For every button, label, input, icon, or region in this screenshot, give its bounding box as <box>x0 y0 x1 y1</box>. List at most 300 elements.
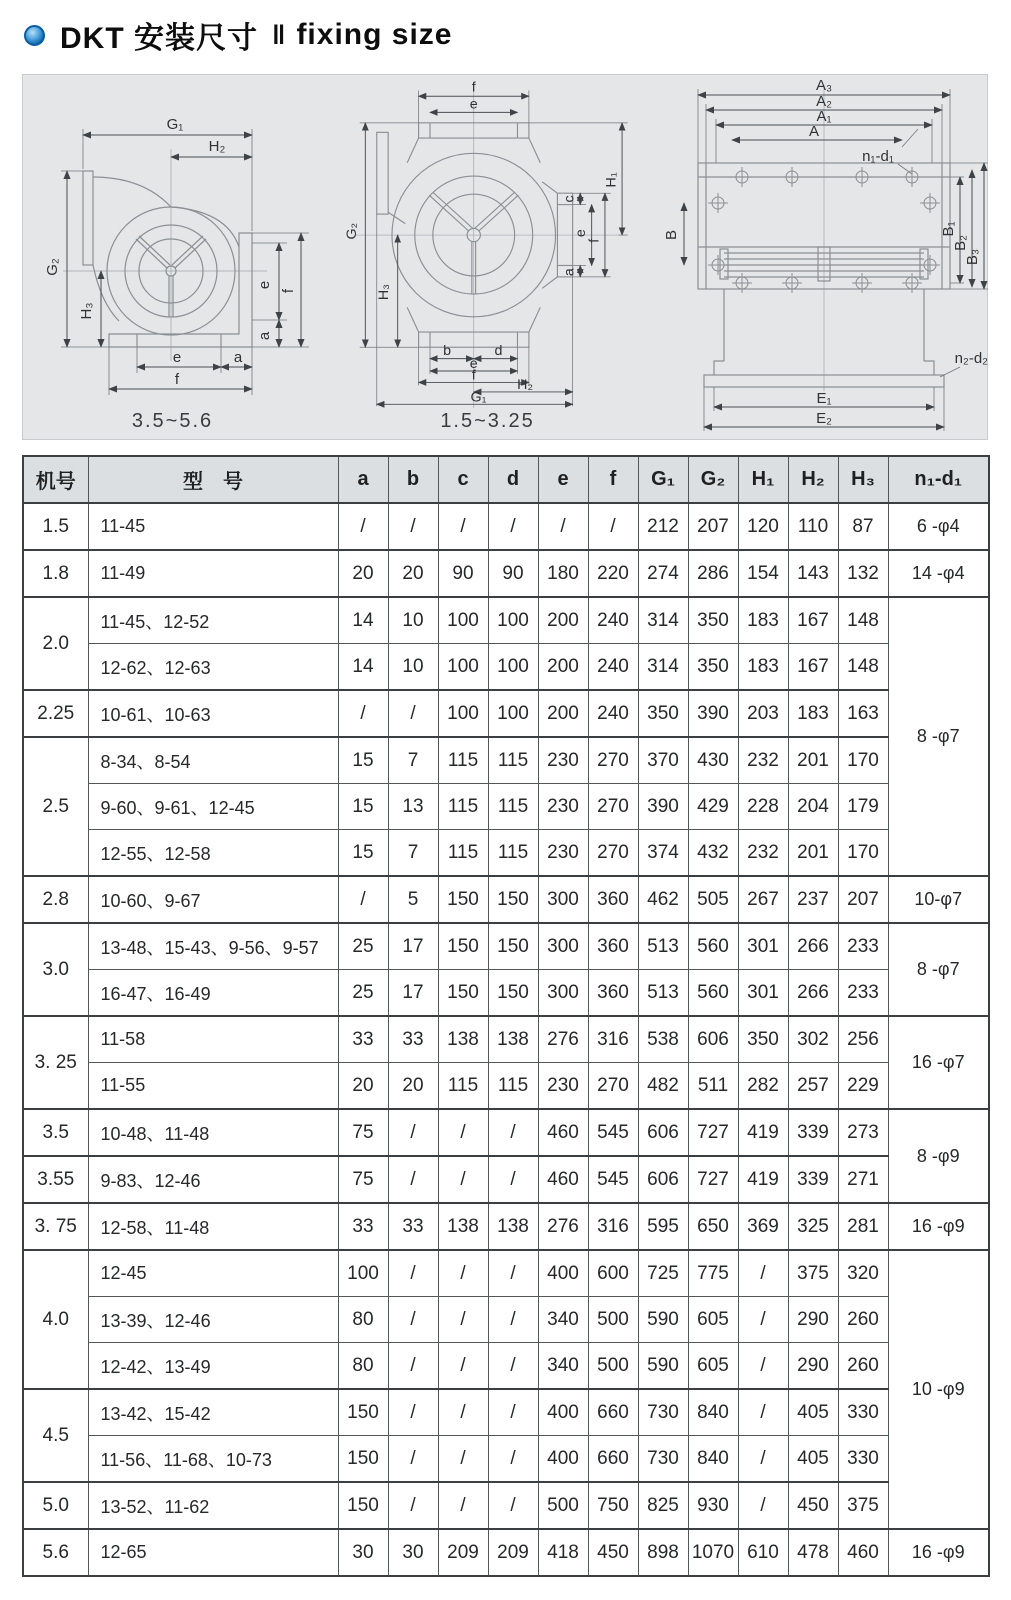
value-cell: 207 <box>688 503 738 550</box>
value-cell: 167 <box>788 597 838 644</box>
value-cell: 390 <box>638 784 688 830</box>
machine-size-cell: 3. 75 <box>23 1203 88 1250</box>
value-cell: 100 <box>488 597 538 644</box>
machine-size-cell: 1.5 <box>23 503 88 550</box>
value-cell: 775 <box>688 1250 738 1297</box>
value-cell: 590 <box>638 1343 688 1390</box>
machine-size-cell: 3.55 <box>23 1156 88 1203</box>
dim-label-a-right: a <box>255 331 273 341</box>
value-cell: 605 <box>688 1297 738 1343</box>
value-cell: 115 <box>488 830 538 877</box>
value-cell: / <box>388 1297 438 1343</box>
machine-size-cell: 2.5 <box>23 737 88 876</box>
dim-label-h3-mid: H₃ <box>375 284 392 301</box>
value-cell: 150 <box>438 876 488 923</box>
diagram-panel <box>22 74 988 440</box>
dim-label-b1: B₁ <box>940 221 957 237</box>
value-cell: 300 <box>538 923 588 970</box>
dim-label-a: A <box>808 123 820 140</box>
value-cell: 150 <box>488 876 538 923</box>
value-cell: 270 <box>588 784 638 830</box>
value-cell: 203 <box>738 690 788 737</box>
model-cell: 12-62、12-63 <box>88 644 338 691</box>
value-cell: 138 <box>438 1016 488 1063</box>
table-row <box>23 1156 989 1203</box>
value-cell: 115 <box>488 737 538 784</box>
value-cell: 750 <box>588 1482 638 1529</box>
value-cell: 10 <box>388 597 438 644</box>
value-cell: 115 <box>438 1063 488 1110</box>
model-cell: 11-56、11-68、10-73 <box>88 1436 338 1483</box>
hole-spec-cell: 14 -φ4 <box>888 550 989 597</box>
value-cell: 301 <box>738 970 788 1017</box>
value-cell: 240 <box>588 644 638 691</box>
value-cell: 450 <box>588 1529 638 1576</box>
value-cell: 256 <box>838 1016 888 1063</box>
value-cell: 400 <box>538 1436 588 1483</box>
value-cell: 405 <box>788 1436 838 1483</box>
value-cell: 230 <box>538 737 588 784</box>
value-cell: 286 <box>688 550 738 597</box>
value-cell: 330 <box>838 1389 888 1436</box>
value-cell: 730 <box>638 1389 688 1436</box>
value-cell: 727 <box>688 1156 738 1203</box>
value-cell: 170 <box>838 737 888 784</box>
header-row <box>23 456 989 503</box>
model-cell: 10-61、10-63 <box>88 690 338 737</box>
dimension-table-body <box>23 503 989 1576</box>
machine-size-cell: 3.5 <box>23 1109 88 1156</box>
value-cell: / <box>388 503 438 550</box>
value-cell: / <box>388 1436 438 1483</box>
header-cell-b: b <box>388 456 438 503</box>
machine-size-cell: 4.0 <box>23 1250 88 1389</box>
value-cell: 75 <box>338 1156 388 1203</box>
model-cell: 13-52、11-62 <box>88 1482 338 1529</box>
value-cell: / <box>488 1343 538 1390</box>
table-row <box>23 690 989 737</box>
value-cell: 230 <box>538 1063 588 1110</box>
value-cell: 138 <box>438 1203 488 1250</box>
value-cell: 290 <box>788 1343 838 1390</box>
value-cell: / <box>388 1343 438 1390</box>
table-row <box>23 970 989 1017</box>
value-cell: 33 <box>388 1016 438 1063</box>
value-cell: 482 <box>638 1063 688 1110</box>
value-cell: 260 <box>838 1297 888 1343</box>
model-cell: 16-47、16-49 <box>88 970 338 1017</box>
hole-spec-cell: 8 -φ7 <box>888 923 989 1016</box>
value-cell: 115 <box>488 784 538 830</box>
value-cell: 132 <box>838 550 888 597</box>
value-cell: 14 <box>338 597 388 644</box>
value-cell: 257 <box>788 1063 838 1110</box>
value-cell: / <box>738 1482 788 1529</box>
value-cell: / <box>388 1156 438 1203</box>
header-cell-h2: H₂ <box>788 456 838 503</box>
value-cell: 228 <box>738 784 788 830</box>
fan-rear-view-figure <box>322 75 653 439</box>
value-cell: 660 <box>588 1436 638 1483</box>
value-cell: 606 <box>638 1156 688 1203</box>
value-cell: 179 <box>838 784 888 830</box>
value-cell: / <box>338 690 388 737</box>
value-cell: 13 <box>388 784 438 830</box>
table-row <box>23 876 989 923</box>
value-cell: 418 <box>538 1529 588 1576</box>
machine-size-cell: 2.25 <box>23 690 88 737</box>
value-cell: 281 <box>838 1203 888 1250</box>
value-cell: / <box>488 1389 538 1436</box>
value-cell: 232 <box>738 737 788 784</box>
model-cell: 12-42、13-49 <box>88 1343 338 1390</box>
dim-label-f-right: f <box>279 288 297 294</box>
value-cell: 115 <box>438 784 488 830</box>
value-cell: 1070 <box>688 1529 738 1576</box>
dim-label-e-right: e <box>255 280 273 290</box>
table-row <box>23 597 989 644</box>
value-cell: 209 <box>488 1529 538 1576</box>
value-cell: / <box>488 1156 538 1203</box>
value-cell: / <box>338 503 388 550</box>
value-cell: 432 <box>688 830 738 877</box>
header-cell-c: c <box>438 456 488 503</box>
value-cell: 232 <box>738 830 788 877</box>
value-cell: 201 <box>788 737 838 784</box>
value-cell: 825 <box>638 1482 688 1529</box>
value-cell: 538 <box>638 1016 688 1063</box>
value-cell: / <box>388 1250 438 1297</box>
dim-label-f-bottom-mid: f <box>471 367 476 384</box>
value-cell: 233 <box>838 970 888 1017</box>
value-cell: 201 <box>788 830 838 877</box>
value-cell: 725 <box>638 1250 688 1297</box>
value-cell: 405 <box>788 1389 838 1436</box>
value-cell: 350 <box>688 597 738 644</box>
dim-label-e-bottom: e <box>172 349 181 366</box>
value-cell: 120 <box>738 503 788 550</box>
value-cell: / <box>738 1297 788 1343</box>
value-cell: 374 <box>638 830 688 877</box>
value-cell: 183 <box>738 597 788 644</box>
value-cell: 545 <box>588 1109 638 1156</box>
value-cell: / <box>738 1250 788 1297</box>
value-cell: 10 <box>388 644 438 691</box>
table-row <box>23 1389 989 1436</box>
value-cell: 270 <box>588 737 638 784</box>
value-cell: 220 <box>588 550 638 597</box>
value-cell: / <box>338 876 388 923</box>
value-cell: 100 <box>488 644 538 691</box>
value-cell: / <box>738 1389 788 1436</box>
value-cell: 150 <box>338 1436 388 1483</box>
value-cell: 610 <box>738 1529 788 1576</box>
value-cell: 266 <box>788 970 838 1017</box>
value-cell: 25 <box>338 923 388 970</box>
model-cell: 13-39、12-46 <box>88 1297 338 1343</box>
machine-size-cell: 3.0 <box>23 923 88 1016</box>
table-row <box>23 550 989 597</box>
value-cell: 606 <box>688 1016 738 1063</box>
value-cell: 339 <box>788 1156 838 1203</box>
value-cell: / <box>388 690 438 737</box>
value-cell: 330 <box>838 1436 888 1483</box>
dim-label-b3: B₃ <box>964 248 981 266</box>
dim-label-a-mid: a <box>561 268 578 277</box>
value-cell: / <box>438 1109 488 1156</box>
value-cell: 500 <box>538 1482 588 1529</box>
value-cell: / <box>538 503 588 550</box>
model-cell: 11-58 <box>88 1016 338 1063</box>
value-cell: 320 <box>838 1250 888 1297</box>
value-cell: 154 <box>738 550 788 597</box>
value-cell: 300 <box>538 876 588 923</box>
value-cell: 143 <box>788 550 838 597</box>
value-cell: 360 <box>588 923 638 970</box>
value-cell: 462 <box>638 876 688 923</box>
table-row <box>23 1297 989 1343</box>
value-cell: 17 <box>388 970 438 1017</box>
model-cell: 9-60、9-61、12-45 <box>88 784 338 830</box>
value-cell: 340 <box>538 1297 588 1343</box>
value-cell: 314 <box>638 644 688 691</box>
value-cell: 209 <box>438 1529 488 1576</box>
value-cell: 100 <box>438 597 488 644</box>
value-cell: 180 <box>538 550 588 597</box>
header-cell-e: e <box>538 456 588 503</box>
value-cell: 560 <box>688 970 738 1017</box>
machine-size-cell: 4.5 <box>23 1389 88 1482</box>
dim-label-g2: G₂ <box>43 258 61 276</box>
value-cell: 30 <box>388 1529 438 1576</box>
value-cell: / <box>388 1389 438 1436</box>
model-cell: 10-60、9-67 <box>88 876 338 923</box>
value-cell: 200 <box>538 644 588 691</box>
value-cell: / <box>388 1109 438 1156</box>
model-cell: 13-48、15-43、9-56、9-57 <box>88 923 338 970</box>
value-cell: 400 <box>538 1389 588 1436</box>
value-cell: 595 <box>638 1203 688 1250</box>
hole-spec-cell: 8 -φ9 <box>888 1109 989 1203</box>
header-cell-a: a <box>338 456 388 503</box>
dim-label-c: c <box>561 195 578 203</box>
dim-label-g2-mid: G₂ <box>343 222 360 240</box>
value-cell: 148 <box>838 644 888 691</box>
value-cell: 478 <box>788 1529 838 1576</box>
value-cell: / <box>438 1389 488 1436</box>
dim-label-a-bottom: a <box>233 349 242 366</box>
dim-label-b: b <box>442 342 451 359</box>
value-cell: 840 <box>688 1436 738 1483</box>
value-cell: 14 <box>338 644 388 691</box>
value-cell: 605 <box>688 1343 738 1390</box>
hole-spec-cell: 16 -φ9 <box>888 1203 989 1250</box>
value-cell: 302 <box>788 1016 838 1063</box>
model-cell: 11-45 <box>88 503 338 550</box>
dim-label-h1: H₁ <box>602 172 619 188</box>
value-cell: 339 <box>788 1109 838 1156</box>
model-cell: 11-45、12-52 <box>88 597 338 644</box>
value-cell: 270 <box>588 830 638 877</box>
value-cell: 360 <box>588 876 638 923</box>
value-cell: / <box>488 1482 538 1529</box>
value-cell: 100 <box>488 690 538 737</box>
value-cell: 150 <box>438 923 488 970</box>
value-cell: 100 <box>438 644 488 691</box>
table-row <box>23 923 989 970</box>
value-cell: 138 <box>488 1016 538 1063</box>
dim-label-e2: E₂ <box>816 410 832 427</box>
dim-label-a2: A₂ <box>816 93 832 110</box>
hole-spec-cell: 6 -φ4 <box>888 503 989 550</box>
value-cell: 200 <box>538 597 588 644</box>
dim-label-f-top: f <box>471 81 476 96</box>
model-cell: 13-42、15-42 <box>88 1389 338 1436</box>
value-cell: 500 <box>588 1343 638 1390</box>
header-cell-h1: H₁ <box>738 456 788 503</box>
value-cell: / <box>738 1343 788 1390</box>
value-cell: 545 <box>588 1156 638 1203</box>
value-cell: / <box>438 1343 488 1390</box>
value-cell: / <box>488 1250 538 1297</box>
value-cell: 370 <box>638 737 688 784</box>
hole-spec-cell: 16 -φ9 <box>888 1529 989 1576</box>
value-cell: 110 <box>788 503 838 550</box>
table-row <box>23 737 989 784</box>
dim-label-e1: E₁ <box>816 390 832 407</box>
table-header <box>23 456 989 503</box>
value-cell: 350 <box>638 690 688 737</box>
page-header <box>0 0 1011 57</box>
value-cell: 150 <box>488 923 538 970</box>
dim-label-h2: H₂ <box>208 138 225 155</box>
value-cell: 115 <box>438 737 488 784</box>
dim-label-e-top: e <box>469 96 478 113</box>
dim-label-a1: A₁ <box>816 108 832 125</box>
value-cell: 20 <box>338 550 388 597</box>
value-cell: 33 <box>338 1203 388 1250</box>
value-cell: / <box>388 1482 438 1529</box>
value-cell: 150 <box>438 970 488 1017</box>
value-cell: 230 <box>538 784 588 830</box>
value-cell: 163 <box>838 690 888 737</box>
value-cell: 300 <box>538 970 588 1017</box>
value-cell: 233 <box>838 923 888 970</box>
value-cell: 115 <box>488 1063 538 1110</box>
machine-size-cell: 5.6 <box>23 1529 88 1576</box>
page-title-zh: DKT 安装尺寸 <box>60 22 258 55</box>
value-cell: 150 <box>338 1482 388 1529</box>
value-cell: / <box>438 1250 488 1297</box>
value-cell: 87 <box>838 503 888 550</box>
hole-spec-cell: 8 -φ7 <box>888 597 989 876</box>
value-cell: / <box>488 1109 538 1156</box>
value-cell: 237 <box>788 876 838 923</box>
value-cell: 730 <box>638 1436 688 1483</box>
value-cell: 75 <box>338 1109 388 1156</box>
value-cell: / <box>438 1482 488 1529</box>
value-cell: 7 <box>388 737 438 784</box>
table-row <box>23 1529 989 1576</box>
value-cell: 15 <box>338 830 388 877</box>
machine-size-cell: 2.0 <box>23 597 88 690</box>
value-cell: / <box>438 1297 488 1343</box>
value-cell: 316 <box>588 1016 638 1063</box>
value-cell: 450 <box>788 1482 838 1529</box>
value-cell: 314 <box>638 597 688 644</box>
value-cell: 240 <box>588 597 638 644</box>
table-row <box>23 644 989 691</box>
value-cell: 25 <box>338 970 388 1017</box>
table-row <box>23 1250 989 1297</box>
model-cell: 11-55 <box>88 1063 338 1110</box>
value-cell: / <box>488 1297 538 1343</box>
value-cell: 340 <box>538 1343 588 1390</box>
diagram-caption: 1.5~3.25 <box>440 410 535 432</box>
value-cell: 183 <box>788 690 838 737</box>
value-cell: 930 <box>688 1482 738 1529</box>
value-cell: 460 <box>538 1109 588 1156</box>
value-cell: 350 <box>688 644 738 691</box>
header-cell-f: f <box>588 456 638 503</box>
model-cell: 12-65 <box>88 1529 338 1576</box>
header-cell-g2: G₂ <box>688 456 738 503</box>
value-cell: 20 <box>388 1063 438 1110</box>
value-cell: 20 <box>338 1063 388 1110</box>
value-cell: 590 <box>638 1297 688 1343</box>
value-cell: 207 <box>838 876 888 923</box>
value-cell: 276 <box>538 1203 588 1250</box>
fan-side-view-diagram <box>25 115 321 405</box>
hole-spec-cell: 16 -φ7 <box>888 1016 989 1109</box>
value-cell: 350 <box>738 1016 788 1063</box>
value-cell: 90 <box>488 550 538 597</box>
value-cell: / <box>488 1436 538 1483</box>
value-cell: 183 <box>738 644 788 691</box>
value-cell: 727 <box>688 1109 738 1156</box>
value-cell: 150 <box>488 970 538 1017</box>
machine-size-cell: 5.0 <box>23 1482 88 1529</box>
dim-label-e-bottom-mid: e <box>469 356 478 373</box>
value-cell: 80 <box>338 1343 388 1390</box>
value-cell: 15 <box>338 784 388 830</box>
value-cell: 325 <box>788 1203 838 1250</box>
value-cell: 204 <box>788 784 838 830</box>
title-separator: ‖ <box>272 19 287 50</box>
table-row <box>23 1436 989 1483</box>
table-row <box>23 1203 989 1250</box>
value-cell: 513 <box>638 923 688 970</box>
model-cell: 12-45 <box>88 1250 338 1297</box>
machine-size-cell: 2.8 <box>23 876 88 923</box>
header-cell-n1d1: n₁-d₁ <box>888 456 989 503</box>
table-row <box>23 1016 989 1063</box>
fan-side-view-figure <box>23 75 322 439</box>
value-cell: 260 <box>838 1343 888 1390</box>
value-cell: / <box>438 503 488 550</box>
table-row <box>23 830 989 877</box>
header-cell-g1: G₁ <box>638 456 688 503</box>
value-cell: 505 <box>688 876 738 923</box>
value-cell: 230 <box>538 830 588 877</box>
value-cell: / <box>488 503 538 550</box>
value-cell: 115 <box>438 830 488 877</box>
value-cell: 15 <box>338 737 388 784</box>
value-cell: 212 <box>638 503 688 550</box>
page-title-en: fixing size <box>296 18 453 51</box>
mounting-frame-diagram <box>650 79 990 435</box>
value-cell: 511 <box>688 1063 738 1110</box>
